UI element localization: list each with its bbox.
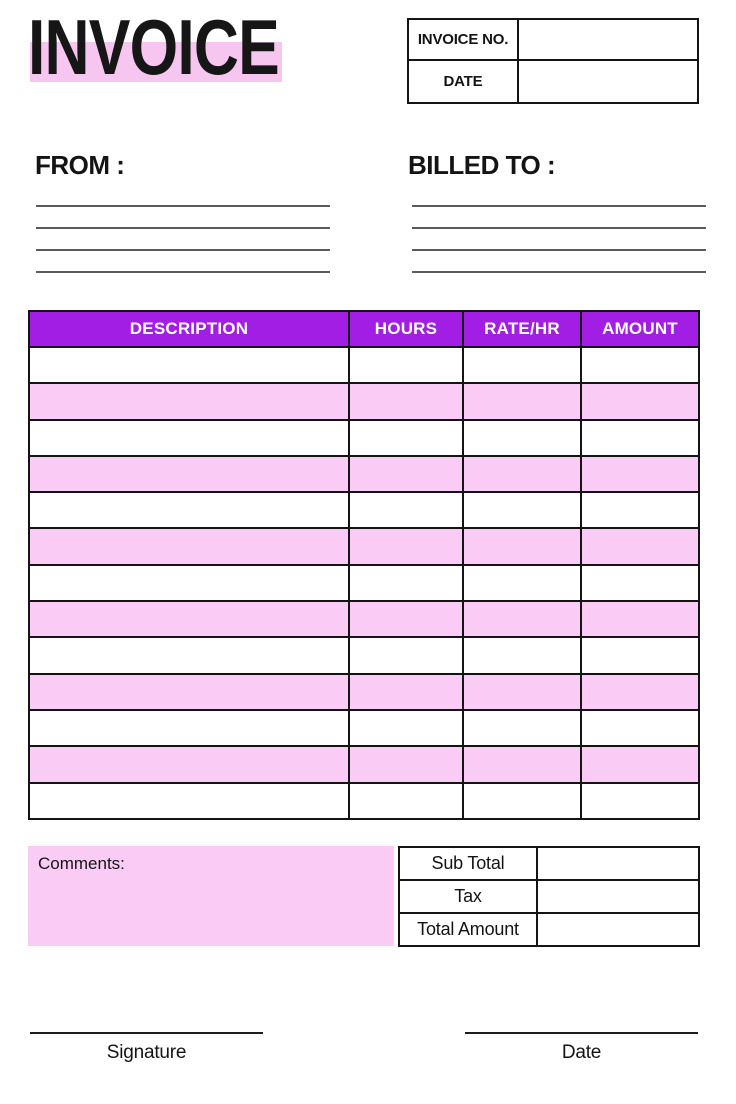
- table-cell[interactable]: [581, 456, 699, 492]
- line-items-table: [28, 310, 700, 820]
- table-cell[interactable]: [29, 746, 349, 782]
- invoice-meta-box: [407, 18, 699, 104]
- table-cell[interactable]: [463, 565, 581, 601]
- table-row: [29, 492, 699, 528]
- tax-row: [399, 880, 699, 913]
- table-row: [29, 528, 699, 564]
- table-header-row: [29, 311, 699, 347]
- comments-label: Comments:: [38, 854, 125, 873]
- table-cell[interactable]: [29, 637, 349, 673]
- table-cell[interactable]: [29, 383, 349, 419]
- date-value[interactable]: [519, 61, 697, 102]
- table-row: [29, 637, 699, 673]
- totals-table: [398, 846, 700, 947]
- table-cell[interactable]: [349, 492, 463, 528]
- page-title: INVOICE: [28, 3, 279, 91]
- table-cell[interactable]: [29, 710, 349, 746]
- table-cell[interactable]: [581, 492, 699, 528]
- table-cell[interactable]: [29, 347, 349, 383]
- table-cell[interactable]: [463, 710, 581, 746]
- col-header-description: DESCRIPTION: [29, 311, 349, 347]
- table-cell[interactable]: [581, 746, 699, 782]
- table-row: [29, 565, 699, 601]
- from-label: FROM :: [35, 150, 125, 180]
- table-cell[interactable]: [349, 674, 463, 710]
- table-cell[interactable]: [349, 420, 463, 456]
- from-line-4[interactable]: [36, 271, 330, 273]
- table-row: [29, 710, 699, 746]
- table-cell[interactable]: [581, 347, 699, 383]
- col-header-rate: RATE/HR: [463, 311, 581, 347]
- subtotal-row: [399, 847, 699, 880]
- subtotal-label: Sub Total: [399, 847, 537, 880]
- table-cell[interactable]: [29, 456, 349, 492]
- table-cell[interactable]: [581, 674, 699, 710]
- table-cell[interactable]: [463, 601, 581, 637]
- table-row: [29, 383, 699, 419]
- billed-to-line-1[interactable]: [412, 205, 706, 207]
- billed-to-line-4[interactable]: [412, 271, 706, 273]
- invoice-no-value[interactable]: [519, 20, 697, 61]
- table-row: [29, 347, 699, 383]
- table-cell[interactable]: [349, 383, 463, 419]
- date-label: DATE: [409, 61, 519, 102]
- table-cell[interactable]: [29, 492, 349, 528]
- line-items-table-body: [29, 347, 699, 819]
- table-row: [29, 420, 699, 456]
- table-cell[interactable]: [349, 456, 463, 492]
- tax-value[interactable]: [537, 880, 699, 913]
- table-cell[interactable]: [29, 601, 349, 637]
- table-cell[interactable]: [349, 746, 463, 782]
- table-cell[interactable]: [349, 710, 463, 746]
- table-cell[interactable]: [463, 420, 581, 456]
- table-cell[interactable]: [463, 528, 581, 564]
- table-row: [29, 674, 699, 710]
- table-cell[interactable]: [29, 674, 349, 710]
- signature-label: Signature: [106, 1042, 187, 1063]
- table-cell[interactable]: [463, 746, 581, 782]
- table-cell[interactable]: [463, 637, 581, 673]
- subtotal-value[interactable]: [537, 847, 699, 880]
- table-row: [29, 456, 699, 492]
- table-cell[interactable]: [581, 710, 699, 746]
- col-header-amount: AMOUNT: [581, 311, 699, 347]
- total-amount-label: Total Amount: [399, 913, 537, 946]
- billed-to-label: BILLED TO :: [408, 150, 556, 180]
- table-cell[interactable]: [29, 528, 349, 564]
- table-cell[interactable]: [349, 601, 463, 637]
- from-line-1[interactable]: [36, 205, 330, 207]
- billed-to-line-2[interactable]: [412, 227, 706, 229]
- table-cell[interactable]: [463, 383, 581, 419]
- table-cell[interactable]: [349, 565, 463, 601]
- table-cell[interactable]: [581, 783, 699, 819]
- table-row: [29, 601, 699, 637]
- billed-to-line-3[interactable]: [412, 249, 706, 251]
- col-header-hours: HOURS: [349, 311, 463, 347]
- total-amount-value[interactable]: [537, 913, 699, 946]
- table-cell[interactable]: [463, 783, 581, 819]
- table-cell[interactable]: [463, 674, 581, 710]
- table-cell[interactable]: [463, 347, 581, 383]
- table-row: [29, 746, 699, 782]
- table-cell[interactable]: [349, 528, 463, 564]
- signature-line[interactable]: [30, 1032, 263, 1034]
- date-caption-label: Date: [561, 1042, 602, 1063]
- total-amount-row: [399, 913, 699, 946]
- table-cell[interactable]: [29, 565, 349, 601]
- invoice-no-label: INVOICE NO.: [409, 20, 519, 61]
- table-cell[interactable]: [349, 637, 463, 673]
- table-cell[interactable]: [29, 783, 349, 819]
- table-cell[interactable]: [463, 492, 581, 528]
- comments-box[interactable]: [28, 846, 394, 946]
- table-cell[interactable]: [581, 420, 699, 456]
- table-cell[interactable]: [581, 528, 699, 564]
- table-cell[interactable]: [463, 456, 581, 492]
- date-line[interactable]: [465, 1032, 698, 1034]
- table-cell[interactable]: [581, 565, 699, 601]
- tax-label: Tax: [399, 880, 537, 913]
- table-cell[interactable]: [349, 347, 463, 383]
- table-cell[interactable]: [349, 783, 463, 819]
- table-cell[interactable]: [581, 637, 699, 673]
- table-cell[interactable]: [581, 383, 699, 419]
- table-cell[interactable]: [581, 601, 699, 637]
- from-line-2[interactable]: [36, 227, 330, 229]
- table-cell[interactable]: [29, 420, 349, 456]
- table-row: [29, 783, 699, 819]
- from-line-3[interactable]: [36, 249, 330, 251]
